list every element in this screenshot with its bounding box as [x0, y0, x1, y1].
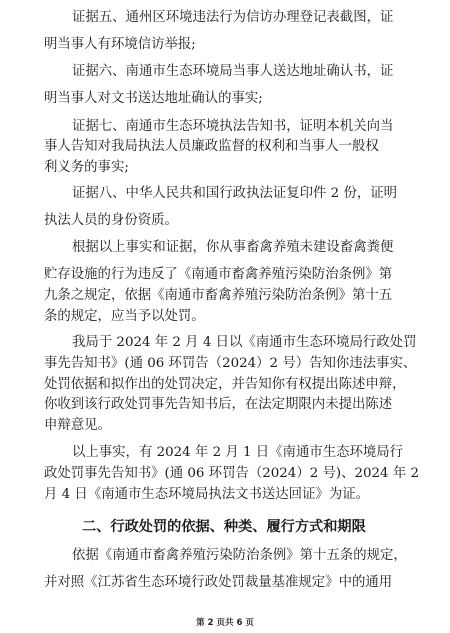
paragraph-line: 依据《南通市畜禽养殖污染防治条例》第十五条的规定， [72, 548, 407, 563]
paragraph-line: 证据五、通州区环境违法行为信访办理登记表截图，证 [72, 10, 394, 25]
paragraph-line: 证据七、南通市生态环境执法告知书，证明本机关向当 [72, 119, 394, 134]
paragraph-line: 明当事人有环境信访举报; [44, 37, 196, 52]
paragraph-line: 条的规定，应当予以处罚。 [44, 309, 205, 324]
paragraph-line: 九条之规定，依据《南通市畜禽养殖污染防治条例》第十五 [44, 288, 393, 303]
paragraph-line: 贮存设施的行为违反了《南通市畜禽养殖污染防治条例》第 [44, 267, 393, 282]
paragraph-line: 根据以上事实和证据，你从事畜禽养殖未建设畜禽粪便 [72, 240, 394, 255]
paragraph-line: 处罚依据和拟作出的处罚决定，并告知你有权提出陈述申辩， [44, 377, 406, 392]
paragraph-line: 事人告知对我局执法人员廉政监督的权利和当事人一般权 [44, 139, 379, 154]
paragraph-line: 证据六、南通市生态环境局当事人送达地址确认书，证 [72, 64, 394, 79]
paragraph-line: 申辩意见。 [44, 418, 111, 433]
paragraph-line: 你收到该行政处罚事先告知书后，在法定期限内未提出陈述 [44, 397, 393, 412]
paragraph-line: 事先告知书》(通 06 环罚告（2024）2 号）告知你违法事实、 [44, 356, 417, 371]
paragraph-line: 证据八、中华人民共和国行政执法证复印件 2 份，证明 [72, 186, 398, 201]
paragraph-line: 利义务的事实; [44, 160, 129, 175]
paragraph-line: 以上事实，有 2024 年 2 月 1 日《南通市生态环境局行 [72, 445, 404, 460]
paragraph-line: 我局于 2024 年 2 月 4 日以《南通市生态环境局行政处罚 [72, 335, 417, 350]
paragraph-line: 政处罚事先告知书》(通 06 环罚告（2024）2 号)、2024 年 2 [44, 466, 419, 481]
paragraph-line: 执法人员的身份资质。 [44, 213, 178, 228]
section-heading: 二、行政处罚的依据、种类、履行方式和期限 [82, 519, 366, 535]
paragraph-line: 明当事人对文书送达地址确认的事实; [44, 91, 263, 106]
paragraph-line: 并对照《江苏省生态环境行政处罚裁量基准规定》中的通用 [44, 575, 393, 590]
paragraph-line: 月 4 日《南通市生态环境局执法文书送达回证》为证。 [44, 487, 370, 502]
page-number: 第 2 页共 6 页 [196, 618, 254, 628]
